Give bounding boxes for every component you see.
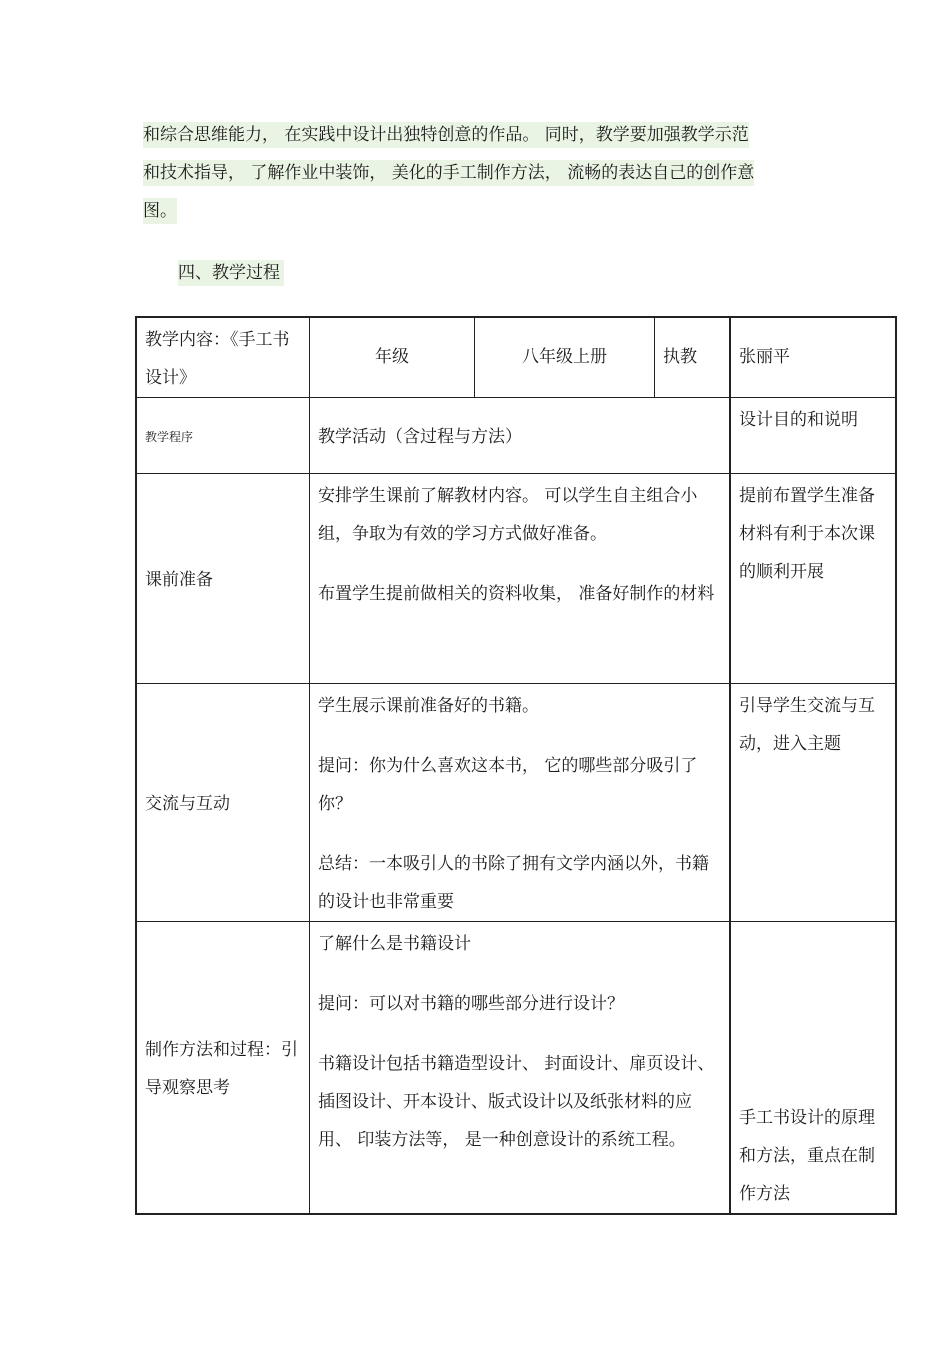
activity-cell	[310, 474, 731, 684]
teacher-value-cell: 张丽平	[730, 317, 896, 398]
activity-cell	[310, 684, 731, 922]
stage-cell: 交流与互动	[136, 684, 310, 922]
purpose-cell: 提前布置学生准备材料有利于本次课的顺利开展	[730, 474, 896, 684]
intro-paragraph	[143, 116, 806, 230]
activity-text: 学生展示课前准备好的书籍。	[318, 696, 539, 716]
table-subheader-row	[136, 398, 896, 474]
stage-cell: 课前准备	[136, 474, 310, 684]
stage-cell: 制作方法和过程：引导观察思考	[136, 922, 310, 1214]
table-row	[136, 922, 896, 1214]
teaching-process-table	[135, 316, 897, 1215]
intro-line: 图。	[143, 198, 177, 224]
content-label-cell: 教学内容：《手工书设计》	[136, 317, 310, 398]
activity-text: 了解什么是书籍设计	[318, 934, 471, 954]
procedure-header-cell: 教学程序	[136, 398, 310, 474]
table-row	[136, 684, 896, 922]
activity-text: 总结：一本吸引人的书除了拥有文学内涵以外，书籍的设计也非常重要	[318, 854, 709, 912]
activity-text: 提问：你为什么喜欢这本书， 它的哪些部分吸引了你？	[318, 756, 698, 814]
purpose-cell: 引导学生交流与互动，进入主题	[730, 684, 896, 922]
section-heading	[178, 258, 284, 283]
teacher-label-cell: 执教	[655, 317, 731, 398]
section-heading-text: 四、教学过程	[178, 260, 284, 286]
activity-text: 提问：可以对书籍的哪些部分进行设计？	[318, 994, 624, 1014]
grade-label-cell: 年级	[310, 317, 475, 398]
activity-text: 书籍设计包括书籍造型设计、 封面设计、扉页设计、插图设计、开本设计、版式设计以及纸张材料的应用、 印装方法等， 是一种创意设计的系统工程。	[318, 1054, 715, 1150]
activity-text: 安排学生课前了解教材内容。 可以学生自主组合小组，争取为有效的学习方式做好准备。	[318, 486, 698, 544]
activity-header-cell: 教学活动（含过程与方法）	[310, 398, 731, 474]
intro-line: 和技术指导， 了解作业中装饰， 美化的手工制作方法， 流畅的表达自己的创作意	[143, 160, 754, 186]
intro-line: 和综合思维能力， 在实践中设计出独特创意的作品。 同时，教学要加强教学示范	[143, 122, 749, 148]
grade-value-cell: 八年级上册	[475, 317, 655, 398]
purpose-cell: 手工书设计的原理和方法，重点在制作方法	[730, 922, 896, 1214]
table-row	[136, 474, 896, 684]
activity-cell	[310, 922, 731, 1214]
activity-text: 布置学生提前做相关的资料收集， 准备好制作的材料	[318, 584, 715, 604]
table-header-row	[136, 317, 896, 398]
purpose-header-cell: 设计目的和说明	[730, 398, 896, 474]
